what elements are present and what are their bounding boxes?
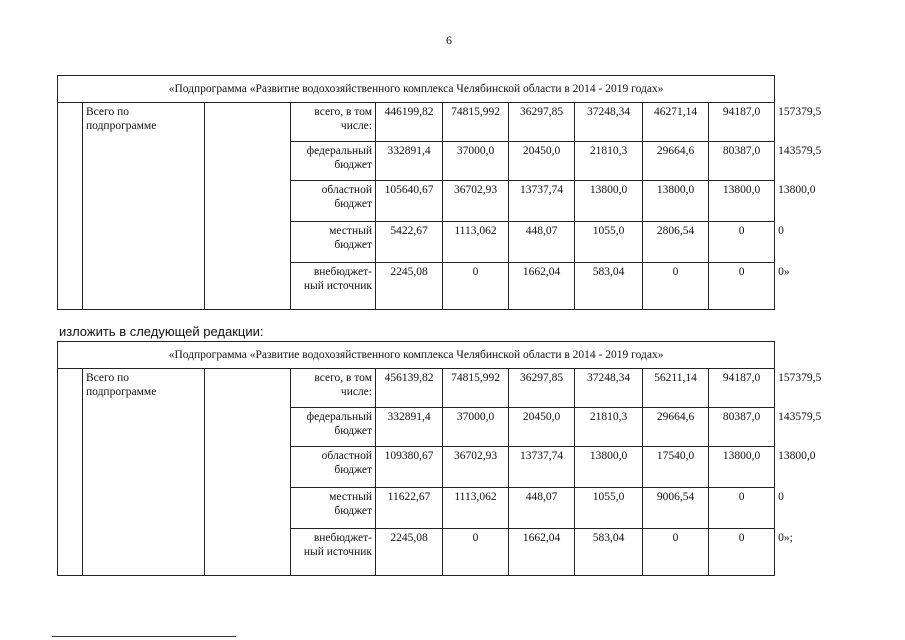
- amount-cell: 1662,04: [509, 529, 575, 576]
- executor-cell: [205, 369, 291, 576]
- table-row: областной бюджет 109380,67 36702,93 13737,74 13800,0 17540,0 13800,0 13800,0: [58, 447, 775, 488]
- table-title: «Подпрограмма «Развитие водохозяйственного комплекса Челябинской области в 2014 - 2019 годах»: [58, 342, 775, 369]
- amount-cell: 105640,67: [376, 181, 443, 222]
- amount-cell: 37248,34: [575, 103, 643, 142]
- row-number-cell: [58, 103, 83, 310]
- amount-cell: 17540,0: [643, 447, 709, 488]
- amount-cell: 21810,3: [575, 142, 643, 181]
- group-label: Всего по подпрограмме: [83, 369, 205, 576]
- executor-cell: [205, 103, 291, 310]
- amount-cell: 0: [709, 222, 775, 263]
- funding-source: местный бюджет: [291, 222, 376, 263]
- funding-source: областной бюджет: [291, 447, 376, 488]
- amount-cell: 0: [443, 263, 509, 310]
- amount-cell: 2245,08: [376, 529, 443, 576]
- funding-source: всего, в том числе:: [291, 369, 376, 408]
- amount-cell: 36297,85: [509, 369, 575, 408]
- amount-cell: 37000,0: [443, 408, 509, 447]
- amount-cell: 1113,062: [443, 488, 509, 529]
- amount-cell: 448,07: [509, 488, 575, 529]
- amount-cell: 36702,93: [443, 447, 509, 488]
- funding-source: федеральный бюджет: [291, 408, 376, 447]
- table-row: федеральный бюджет 332891,4 37000,0 20450,0 21810,3 29664,6 80387,0 143579,5: [58, 408, 775, 447]
- amount-cell: 456139,82: [376, 369, 443, 408]
- group-label: Всего по подпрограмме: [83, 103, 205, 310]
- amount-cell: 36702,93: [443, 181, 509, 222]
- new-budget-table: [57, 341, 822, 576]
- amendment-heading: изложить в следующей редакции:: [59, 324, 264, 339]
- amount-cell: 20450,0: [509, 408, 575, 447]
- table-title: «Подпрограмма «Развитие водохозяйственного комплекса Челябинской области в 2014 - 2019 годах»: [58, 76, 775, 103]
- funding-source: всего, в том числе:: [291, 103, 376, 142]
- table-row: Всего по подпрограмме всего, в том числе: 446199,82 74815,992 36297,85 37248,34 46271,14 94187,0 157379,5: [58, 103, 775, 142]
- amount-cell: 2245,08: [376, 263, 443, 310]
- amount-cell: 13800,0: [575, 181, 643, 222]
- amount-cell: 13737,74: [509, 447, 575, 488]
- amount-cell: 446199,82: [376, 103, 443, 142]
- table-row: местный бюджет 5422,67 1113,062 448,07 1055,0 2806,54 0 0: [58, 222, 775, 263]
- amount-cell: 9006,54: [643, 488, 709, 529]
- amount-cell: 20450,0: [509, 142, 575, 181]
- amount-cell: 94187,0: [709, 369, 775, 408]
- funding-source: внебюджет-ный источник: [291, 529, 376, 576]
- amount-cell: 56211,14: [643, 369, 709, 408]
- amount-cell: 0: [709, 529, 775, 576]
- table-row: внебюджет-ный источник 2245,08 0 1662,04 583,04 0 0 0»: [58, 263, 775, 310]
- table-row: местный бюджет 11622,67 1113,062 448,07 1055,0 9006,54 0 0: [58, 488, 775, 529]
- amount-cell: 448,07: [509, 222, 575, 263]
- table-row: внебюджет-ный источник 2245,08 0 1662,04 583,04 0 0 0»;: [58, 529, 775, 576]
- amount-cell: 74815,992: [443, 369, 509, 408]
- amount-cell: 36297,85: [509, 103, 575, 142]
- amount-cell: 332891,4: [376, 408, 443, 447]
- amount-cell: 583,04: [575, 529, 643, 576]
- amount-cell: 37248,34: [575, 369, 643, 408]
- table-row: Всего по подпрограмме всего, в том числе: 456139,82 74815,992 36297,85 37248,34 56211,14 94187,0 157379,5: [58, 369, 775, 408]
- amount-cell: 46271,14: [643, 103, 709, 142]
- amount-cell: 29664,6: [643, 142, 709, 181]
- footer-rule: [52, 636, 236, 637]
- funding-source: федеральный бюджет: [291, 142, 376, 181]
- page-number: 6: [446, 33, 452, 47]
- amount-cell: 37000,0: [443, 142, 509, 181]
- amount-cell: 0: [443, 529, 509, 576]
- amount-cell: 13800,0: [643, 181, 709, 222]
- amount-cell: 2806,54: [643, 222, 709, 263]
- amount-cell: 94187,0: [709, 103, 775, 142]
- funding-source: местный бюджет: [291, 488, 376, 529]
- amount-cell: 1055,0: [575, 488, 643, 529]
- old-budget-table: [57, 75, 822, 310]
- table-row: областной бюджет 105640,67 36702,93 13737,74 13800,0 13800,0 13800,0 13800,0: [58, 181, 775, 222]
- amount-cell: 0: [709, 263, 775, 310]
- amount-cell: 109380,67: [376, 447, 443, 488]
- table-row: федеральный бюджет 332891,4 37000,0 20450,0 21810,3 29664,6 80387,0 143579,5: [58, 142, 775, 181]
- amount-cell: 80387,0: [709, 408, 775, 447]
- amount-cell: 29664,6: [643, 408, 709, 447]
- amount-cell: 5422,67: [376, 222, 443, 263]
- funding-source: внебюджет-ный источник: [291, 263, 376, 310]
- amount-cell: 0: [709, 488, 775, 529]
- amount-cell: 80387,0: [709, 142, 775, 181]
- amount-cell: 13800,0: [709, 181, 775, 222]
- amount-cell: 0: [643, 263, 709, 310]
- amount-cell: 583,04: [575, 263, 643, 310]
- amount-cell: 0: [643, 529, 709, 576]
- amount-cell: 332891,4: [376, 142, 443, 181]
- amount-cell: 11622,67: [376, 488, 443, 529]
- amount-cell: 1113,062: [443, 222, 509, 263]
- amount-cell: 13800,0: [575, 447, 643, 488]
- funding-source: областной бюджет: [291, 181, 376, 222]
- amount-cell: 74815,992: [443, 103, 509, 142]
- row-number-cell: [58, 369, 83, 576]
- amount-cell: 1055,0: [575, 222, 643, 263]
- amount-cell: 13800,0: [709, 447, 775, 488]
- amount-cell: 21810,3: [575, 408, 643, 447]
- amount-cell: 1662,04: [509, 263, 575, 310]
- amount-cell: 13737,74: [509, 181, 575, 222]
